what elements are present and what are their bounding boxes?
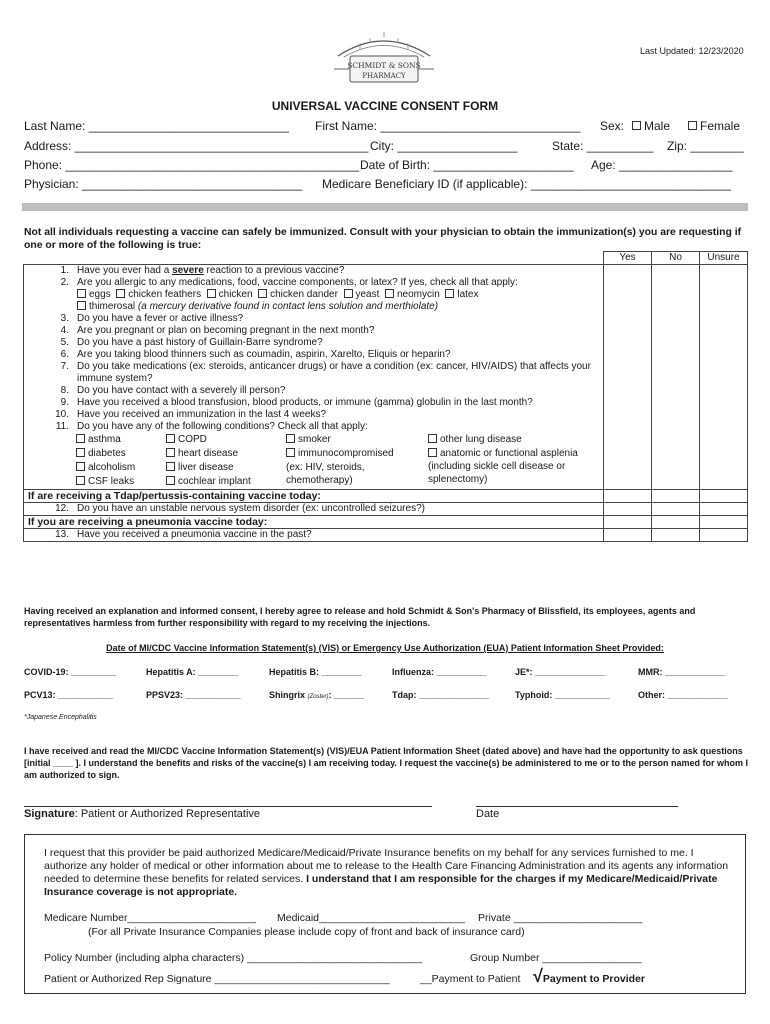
checkbox-icon	[258, 289, 267, 298]
allergen-chicken-feathers[interactable]: chicken feathers	[116, 289, 201, 300]
allergen-thimerosal-row	[27, 301, 600, 313]
logo-line-1: SCHMIDT & SONS	[347, 61, 421, 70]
checkbox-icon	[166, 434, 175, 443]
checkbox-icon	[166, 476, 175, 485]
male-label: Male	[644, 119, 671, 133]
address-field[interactable]: Address: ____________________________________________	[24, 139, 369, 153]
immunocompromised-examples: (ex: HIV, steroids, chemotherapy)	[286, 462, 365, 486]
condition-immunocompromised[interactable]: immunocompromised	[286, 447, 428, 461]
thimerosal-note: (a mercury derivative found in contact lens solution and merthiolate)	[137, 301, 439, 312]
question-12: 12. Do you have an unstable nervous system disorder (ex: uncontrolled seizures?)	[55, 503, 425, 514]
vis-date-heading: Date of MI/CDC Vaccine Information Statement(s) (VIS) or Emergency Use Authorization (EUA) Patient Information Sheet Provided:	[106, 643, 664, 653]
allergen-chicken-dander[interactable]: chicken dander	[258, 289, 338, 300]
allergen-latex[interactable]: latex	[445, 289, 478, 300]
question-6: 6. Are you taking blood thinners such as coumadin, aspirin, Xarelto, Eliquis or heparin?	[60, 349, 451, 360]
allergen-thimerosal[interactable]: thimerosal	[77, 301, 135, 312]
col-yes: Yes	[604, 252, 652, 265]
hepatitis-a-date-field[interactable]: Hepatitis A: ________	[146, 667, 239, 677]
screening-intro: Not all individuals requesting a vaccine can safely be immunized. Consult with your physician to obtain the immunization(s) you are requesting if one or more of the following is true:	[24, 227, 742, 251]
group-number-field[interactable]: Group Number _________________	[470, 952, 642, 964]
payment-to-provider-label: Payment to Provider	[542, 973, 646, 985]
pcv13-date-field[interactable]: PCV13: ___________	[24, 690, 114, 700]
condition-cochlear-implant[interactable]: cochlear implant	[166, 475, 286, 489]
answer-unsure-cell[interactable]	[700, 265, 748, 490]
responsibility-statement: I understand that I am responsible for the charges if my Medicare/Medicaid/Private Insurance coverage is not appropriate.	[44, 873, 718, 898]
checkbox-icon	[688, 121, 697, 130]
allergen-eggs[interactable]: eggs	[77, 289, 111, 300]
table-row	[24, 529, 748, 542]
vis-acknowledgement: I have received and read the MI/CDC Vaccine Information Statement(s) (VIS)/EUA Patient Information Sheet (dated above) and have had the opportunity to ask questions [initial ____ ]. I understand the benefits and risks of the vaccine(s) I am receiving today. I request the vaccine(s) be administered to me or to the person named for whom I am authorized to sign.	[24, 746, 749, 780]
allergen-options	[27, 289, 600, 301]
question-7: 7. Do you take medications (ex: steroids, anticancer drugs) or have a condition (ex: cancer, HIV/AIDS) that affects your immune system?	[60, 361, 591, 384]
condition-csf-leaks[interactable]: CSF leaks	[76, 475, 166, 489]
checkbox-icon	[77, 301, 86, 310]
table-row	[24, 265, 748, 490]
condition-heart-disease[interactable]: heart disease	[166, 447, 286, 461]
release-statement: Having received an explanation and informed consent, I hereby agree to release and hold Schmidt & Son's Pharmacy of Blissfield, its employees, agents and representatives harmless from further responsibility with regard to my receiving the injections.	[24, 606, 696, 628]
hepatitis-b-date-field[interactable]: Hepatitis B: ________	[269, 667, 362, 677]
severe-emphasis: severe	[172, 265, 204, 276]
question-3: 3. Do you have a fever or active illness?	[60, 313, 244, 324]
policy-number-field[interactable]: Policy Number (including alpha characters) ______________________________	[44, 952, 423, 964]
col-unsure: Unsure	[700, 252, 748, 265]
dob-field[interactable]: Date of Birth: _____________________	[360, 158, 574, 172]
check-mark-icon: √	[533, 966, 543, 986]
last-name-field[interactable]: Last Name: ______________________________	[24, 119, 289, 133]
male-checkbox[interactable]	[632, 119, 670, 133]
checkbox-icon	[344, 289, 353, 298]
checkbox-icon	[286, 434, 295, 443]
condition-asthma[interactable]: asthma	[76, 433, 166, 447]
pharmacy-logo	[330, 32, 438, 90]
col-no: No	[652, 252, 700, 265]
question-4: 4. Are you pregnant or plan on becoming pregnant in the next month?	[60, 325, 375, 336]
question-11: 11. Do you have any of the following conditions? Check all that apply:	[55, 421, 368, 432]
phone-field[interactable]: Phone: ____________________________________________	[24, 158, 360, 172]
checkbox-icon	[166, 462, 175, 471]
zoster-note: (Zoster)	[307, 694, 329, 700]
tdap-section-header: If are receiving a Tdap/pertussis-containing vaccine today:	[24, 490, 604, 503]
condition-other-lung-disease[interactable]: other lung disease	[428, 433, 578, 447]
allergen-chicken[interactable]: chicken	[207, 289, 253, 300]
checkbox-icon	[428, 434, 437, 443]
date-line[interactable]	[476, 806, 678, 807]
shingrix-date-field[interactable]: Shingrix (Zoster): ______	[269, 690, 365, 700]
checkbox-icon	[76, 476, 85, 485]
signature-line[interactable]	[24, 806, 432, 807]
influenza-date-field[interactable]: Influenza: __________	[392, 667, 487, 677]
condition-alcoholism[interactable]: alcoholism	[76, 461, 166, 475]
first-name-field[interactable]: First Name: ______________________________	[315, 119, 581, 133]
signature-caption: Signature: Patient or Authorized Representative	[24, 808, 261, 820]
medicare-number-field[interactable]: Medicare Number______________________	[44, 912, 256, 924]
private-insurance-note: (For all Private Insurance Companies please include copy of front and back of insurance card)	[88, 926, 525, 938]
covid-date-field[interactable]: COVID-19: _________	[24, 667, 117, 677]
checkbox-icon	[207, 289, 216, 298]
screening-questions-table	[23, 251, 748, 542]
zip-field[interactable]: Zip: ________	[667, 139, 744, 153]
mmr-date-field[interactable]: MMR: ____________	[638, 667, 726, 677]
state-field[interactable]: State: __________	[552, 139, 654, 153]
checkbox-icon	[385, 289, 394, 298]
checkbox-icon	[445, 289, 454, 298]
physician-field[interactable]: Physician: _________________________________	[24, 177, 303, 191]
condition-copd[interactable]: COPD	[166, 433, 286, 447]
ppsv23-date-field[interactable]: PPSV23: ___________	[146, 690, 241, 700]
condition-smoker[interactable]: smoker	[286, 433, 428, 447]
question-9: 9. Have you received a blood transfusion, blood products, or immune (gamma) globulin in the last month?	[60, 397, 533, 408]
tdap-date-field[interactable]: Tdap: ______________	[392, 690, 490, 700]
other-vaccine-date-field[interactable]: Other: ____________	[638, 690, 728, 700]
checkbox-icon	[632, 121, 641, 130]
table-row	[24, 503, 748, 516]
section-header-row	[24, 490, 748, 503]
question-2: 2. Are you allergic to any medications, food, vaccine components, or latex? If yes, check all that apply:	[60, 277, 518, 288]
last-updated-date: Last Updated: 12/23/2020	[640, 46, 744, 56]
question-13: 13. Have you received a pneumonia vaccine in the past?	[55, 529, 312, 540]
condition-diabetes[interactable]: diabetes	[76, 447, 166, 461]
medicare-id-field[interactable]: Medicare Beneficiary ID (if applicable): ______________________________	[322, 177, 731, 191]
female-label: Female	[700, 119, 741, 133]
answer-no-cell[interactable]	[652, 265, 700, 490]
rep-signature-field[interactable]: Patient or Authorized Rep Signature ______________________________	[44, 973, 390, 985]
sex-label: Sex:	[600, 119, 625, 133]
date-caption: Date	[476, 808, 500, 820]
checkbox-icon	[76, 462, 85, 471]
question-8: 8. Do you have contact with a severely ill person?	[60, 385, 286, 396]
condition-liver-disease[interactable]: liver disease	[166, 461, 286, 475]
checkbox-icon	[286, 448, 295, 457]
question-1: 1. Have you ever had a severe reaction to a previous vaccine?	[60, 265, 345, 276]
city-field[interactable]: City: __________________	[370, 139, 518, 153]
insurance-request: I request that this provider be paid authorized Medicare/Medicaid/Private Insurance benefits on my behalf for any services furnished to me. I authorize any holder of medical or other information about me to release to the Health Care Financing Administration and its agents any information needed to determine these benefits for related services. I understand that I am responsible for the charges if my Medicare/Medicaid/Private Insurance coverage is not appropriate.	[44, 847, 729, 898]
je-footnote: *Japanese Encephalitis	[24, 714, 97, 721]
checkbox-icon	[428, 448, 437, 457]
female-checkbox[interactable]	[688, 119, 740, 133]
logo-line-2: PHARMACY	[362, 72, 406, 80]
checkbox-icon	[76, 448, 85, 457]
private-insurance-field[interactable]: Private ______________________	[478, 912, 643, 924]
table-header-row	[24, 252, 748, 265]
medicaid-field[interactable]: Medicaid_________________________	[277, 912, 466, 924]
checkbox-icon	[116, 289, 125, 298]
condition-asplenia[interactable]: anatomic or functional asplenia (including sickle cell disease or splenectomy)	[428, 448, 578, 485]
question-10: 10. Have you received an immunization in the last 4 weeks?	[55, 409, 327, 420]
section-header-row	[24, 516, 748, 529]
form-title: UNIVERSAL VACCINE CONSENT FORM	[271, 99, 499, 113]
allergen-yeast[interactable]: yeast	[344, 289, 380, 300]
checkbox-icon	[166, 448, 175, 457]
checkbox-icon	[77, 289, 86, 298]
section-divider	[22, 203, 748, 211]
question-5: 5. Do you have a past history of Guillain-Barre syndrome?	[60, 337, 323, 348]
answer-yes-cell[interactable]	[604, 265, 652, 490]
typhoid-date-field[interactable]: Typhoid: ___________	[515, 690, 610, 700]
payment-to-provider-option[interactable]	[533, 966, 645, 987]
payment-to-patient-option[interactable]: __Payment to Patient	[420, 973, 521, 985]
age-field[interactable]: Age: _________________	[591, 158, 733, 172]
checkbox-icon	[76, 434, 85, 443]
allergen-neomycin[interactable]: neomycin	[385, 289, 440, 300]
condition-options	[27, 433, 600, 489]
je-date-field[interactable]: JE*: ______________	[515, 667, 606, 677]
pneumonia-section-header: If you are receiving a pneumonia vaccine today:	[24, 516, 604, 529]
